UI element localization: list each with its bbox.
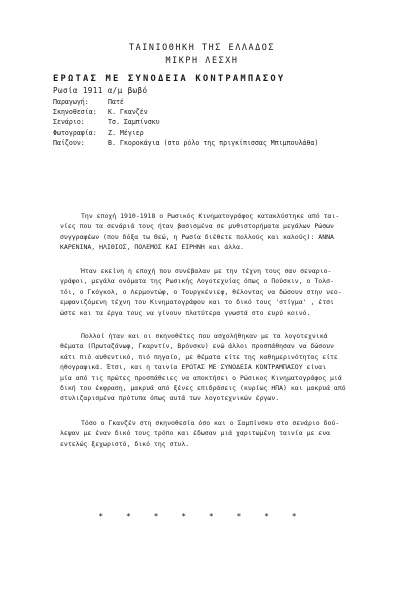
text-line: γράφοι, μεγάλα ονόματα της Ρωσικής Λογοτεχνίας όπως ο Πούσκιν, ο Τολσ- <box>60 277 334 286</box>
credit-row <box>53 97 318 107</box>
credit-value: Ζ. Μέγιερ <box>108 128 144 137</box>
text-line: συγγραφέων (που δόξα τω Θεώ, η Ρωσία διέθετε πολλούς και καλούς): ΑΝΝΑ <box>60 232 334 241</box>
credit-value: Τσ. Σαμπίνσκυ <box>108 118 160 127</box>
credits-list <box>53 97 318 148</box>
credit-label: Παραγωγή: <box>53 98 89 106</box>
film-title: ΕΡΩΤΑΣ ΜΕ ΣΥΝΟΔΕΙΑ ΚΟΝΤΡΑΜΠΑΣΟΥ <box>53 74 286 84</box>
text-line: εμφανιζόμενη τέχνη του Κινηματογράφου και το δικό τους 'στίγμα' , έτσι <box>60 298 334 307</box>
text-line: κάτι πιό αυθεντικό, πιό πηγαίο, με θέματα είτε της καθημερινότητας είτε <box>60 352 338 361</box>
credit-value: Κ. Γκανζέν <box>108 108 148 117</box>
paragraph-1 <box>60 211 382 253</box>
paragraph-3 <box>60 331 382 404</box>
text-line: Ήταν εκείνη η εποχή που συνέβαλαν με την τέχνη τους σαν σεναριο- <box>81 267 332 275</box>
archive-name: ΤΑΙΝΙΟΘΗΚΗ ΤΗΣ ΕΛΛΑΔΟΣ <box>128 42 276 52</box>
text-line: Την εποχή 1910-1918 ο Ρωσικός Κινηματογράφος κατακλύστηκε από ται- <box>81 212 340 220</box>
credit-row <box>53 128 318 138</box>
text-line: ΚΑΡΕΝΙΝΑ, ΗΛΙΘΙΟΣ, ΠΟΛΕΜΟΣ ΚΑΙ ΕΙΡΗΝΗ και άλλα. <box>60 243 244 252</box>
text-line: Τόσο ο Γκανζέν στη σκηνοθεσία όσο και ο Σαμπίνσκυ στο σενάριο δού- <box>81 419 340 427</box>
credit-row <box>53 117 318 127</box>
credit-label: Φωτογραφία: <box>53 128 97 137</box>
text-line: ηθογραφικά. Έτσι, και η ταινία ΕΡΩΤΑΣ ΜΕ ΣΥΝΟΔΕΙΑ ΚΟΝΤΡΑΜΠΑΣΟΥ είναι <box>60 363 327 372</box>
paragraph-2 <box>60 266 382 318</box>
credit-label: Παίζουν: <box>53 138 85 147</box>
text-line: εντελώς ξεχωριστό, δικό της στυλ. <box>60 439 190 448</box>
paragraph-4 <box>60 418 382 449</box>
credit-row <box>53 138 318 148</box>
text-line: δική του έκφραση, μακρυά από ξένες επιδράσεις (κυρίως ΗΠΑ) και μακρυά από <box>60 383 346 392</box>
film-subtitle: Ρωσία 1911 α/μ βωβό <box>53 86 148 95</box>
credit-row <box>53 107 318 117</box>
text-line: μία από τις πρώτες προσπάθειες να αποκτήσει ο Ρώσικος Κινηματογράφος μιά <box>60 373 342 382</box>
text-line: στυλιζαρισμένα πρότυπα όπως αυτά των λογοτεχνικών έργων. <box>60 394 280 403</box>
credit-label: Σκηνοθεσία: <box>53 108 97 117</box>
club-name: ΜΙΚΡΗ ΛΕΣΧΗ <box>165 55 239 65</box>
text-line: νίες που τα σενάριά τους ήταν βασισμένα σε μυθιστορήματα μεγάλων Ρώσων <box>60 222 334 231</box>
credit-label: Σενάριο: <box>53 118 85 127</box>
credit-value: Πατέ <box>108 98 124 106</box>
credit-value: Β. Γκοροκάγια (στο ρόλο της πριγκίπισσας Μπιμπουλάθα) <box>108 138 319 147</box>
text-line: ώστε και τα έργα τους να γίνουν πλατύτερα γνωστά στο ευρύ κοινό. <box>60 308 311 317</box>
closing-ornament: * * * * * * * * <box>98 512 306 521</box>
text-line: Πολλοί ήταν και οι σκηνοθέτες που ασχολήθηκαν με τα λογοτεχνικά <box>81 332 328 340</box>
text-line: θέματα (Πρωταζάνωφ, Γκαρντίν, Βρόνσκυ) ενώ άλλοι προσπάθησαν να δώσουν <box>60 342 334 351</box>
text-line: τόι, ο Γκόγκολ, ο Λερμοντώφ, ο Τουργκένιεφ, θέλοντας να δώσουν στην νεο- <box>60 287 342 296</box>
text-line: λεψαν με έναν δικό τους τρόπο και έδωσαν μιά χαριτωμένη ταινία με ενα <box>60 429 331 438</box>
